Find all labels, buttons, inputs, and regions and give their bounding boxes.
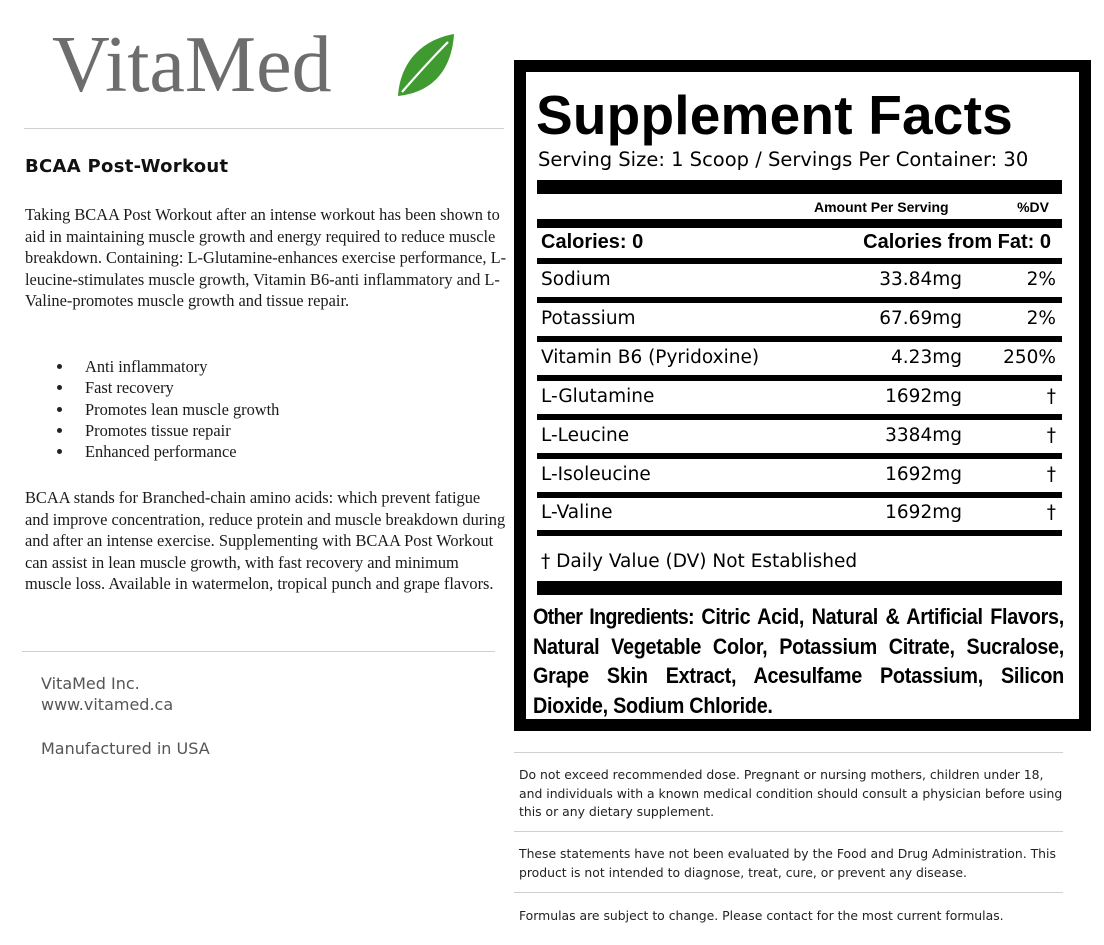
bullet-icon <box>57 428 62 433</box>
dv-header: %DV <box>1017 199 1049 215</box>
bullet-icon <box>57 385 62 390</box>
fda-disclaimer: These statements have not been evaluated by the Food and Drug Administration. This product is not intended to diagnose, treat, cure, or prevent any disease. <box>519 846 1056 880</box>
nutrient-row: L-Leucine 3384mg † <box>541 425 1056 446</box>
bullet-icon <box>57 449 62 454</box>
nutrient-row: L-Valine 1692mg † <box>541 502 1056 523</box>
list-item: Fast recovery <box>57 377 279 398</box>
divider <box>514 831 1063 832</box>
nutrient-row: L-Isoleucine 1692mg † <box>541 464 1056 485</box>
other-ingredients-label: Other Ingredients: <box>533 604 694 629</box>
divider <box>537 453 1062 459</box>
dv-footnote: † Daily Value (DV) Not Established <box>541 551 858 572</box>
amount-header: Amount Per Serving <box>814 199 949 215</box>
company-name: VitaMed Inc. <box>41 674 140 693</box>
list-item: Anti inflammatory <box>57 356 279 377</box>
divider <box>537 180 1062 194</box>
bcaa-explanation: BCAA stands for Branched-chain amino acids: which prevent fatigue and improve concentration, reduce protein and muscle breakdown during and after an intense exercise. Supplementing with BCAA Post Workout can assist in lean muscle growth, with fast recovery and minimum muscle loss. Available in watermelon, tropical punch and grape flavors. <box>25 488 506 593</box>
logo-text: VitaMed <box>52 21 332 109</box>
supplement-facts-panel <box>514 60 1091 731</box>
divider <box>537 219 1062 228</box>
divider <box>22 651 495 652</box>
nutrient-row: Potassium 67.69mg 2% <box>541 308 1056 329</box>
company-website: www.vitamed.ca <box>41 695 174 714</box>
divider <box>514 892 1063 893</box>
bullet-icon <box>57 364 62 369</box>
divider <box>537 530 1062 536</box>
list-item: Promotes tissue repair <box>57 420 279 441</box>
nutrient-row: L-Glutamine 1692mg † <box>541 386 1056 407</box>
formula-notice: Formulas are subject to change. Please contact for the most current formulas. <box>519 908 1004 923</box>
benefits-list <box>57 356 279 462</box>
product-description: Taking BCAA Post Workout after an intense workout has been shown to aid in maintaining muscle growth and energy required to reduce muscle breakdown. Containing: L-Glutamine-enhances exercise performance, L-leucine-stimulates muscle growth, Vitamin B6-anti inflammatory and L-Valine-promotes muscle growth and tissue repair. <box>25 205 507 310</box>
product-info-panel <box>0 0 510 945</box>
bullet-icon <box>57 407 62 412</box>
divider <box>537 375 1062 381</box>
manufacture-origin: Manufactured in USA <box>41 739 210 758</box>
other-ingredients <box>533 602 1064 720</box>
divider <box>537 581 1062 595</box>
nutrient-row: Sodium 33.84mg 2% <box>541 269 1056 290</box>
facts-title: Supplement Facts <box>536 84 1013 146</box>
other-ingredients-list: Citric Acid, Natural & Artificial Flavors, Natural Vegetable Color, Potassium Citrate, Sucralose, Grape Skin Extract, Acesulfame Potassium, Silicon Dioxide, Sodium Chloride. <box>533 604 1064 718</box>
calories-fat-label: Calories from Fat: 0 <box>863 231 1051 253</box>
dosage-warning: Do not exceed recommended dose. Pregnant or nursing mothers, children under 18, and individuals with a known medical condition should consult a physician before using this or any dietary supplement. <box>519 767 1063 819</box>
divider <box>537 258 1062 264</box>
divider <box>514 752 1063 753</box>
divider <box>537 492 1062 498</box>
calories-label: Calories: 0 <box>541 231 644 253</box>
list-item: Promotes lean muscle growth <box>57 399 279 420</box>
serving-size: Serving Size: 1 Scoop / Servings Per Container: 30 <box>538 148 1029 171</box>
divider <box>537 414 1062 420</box>
brand-logo <box>52 20 472 110</box>
divider <box>537 336 1062 342</box>
calories-row <box>541 231 1056 261</box>
divider <box>24 128 504 129</box>
list-item: Enhanced performance <box>57 441 279 462</box>
nutrient-row: Vitamin B6 (Pyridoxine) 4.23mg 250% <box>541 347 1056 368</box>
divider <box>537 297 1062 303</box>
leaf-icon <box>394 30 456 102</box>
product-title: BCAA Post-Workout <box>25 156 229 177</box>
